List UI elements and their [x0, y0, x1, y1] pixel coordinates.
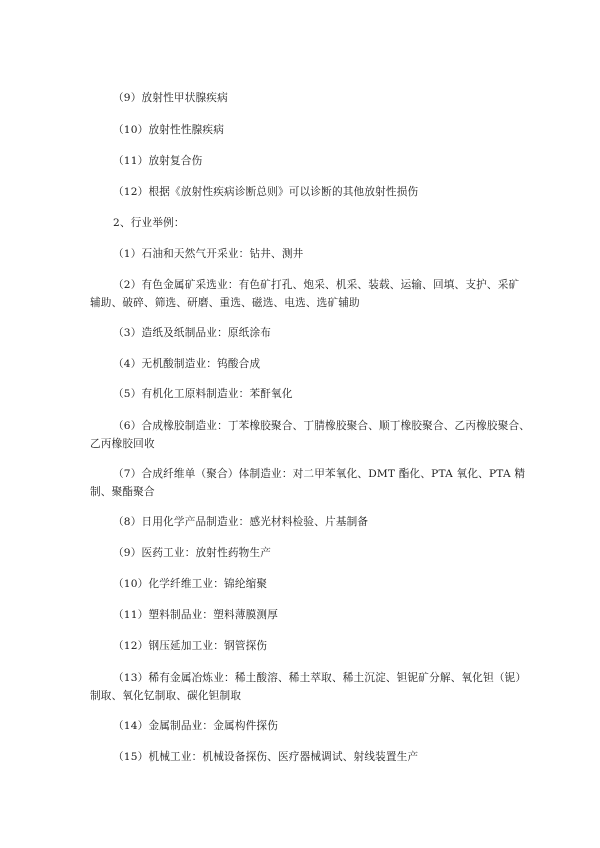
industry-item: （4）无机酸制造业：钨酸合成 — [113, 358, 261, 370]
industry-item: （11）塑料制品业：塑料薄膜测厚 — [113, 609, 278, 621]
disease-item: （10）放射性性腺疾病 — [113, 124, 225, 136]
industry-item-line1: （2）有色金属矿采选业：有色矿打孔、炮采、机采、装载、运输、回填、支护、采矿 — [113, 279, 520, 291]
industry-item-line1: （13）稀有金属冶炼业：稀土酸溶、稀土萃取、稀土沉淀、钽铌矿分解、氧化钽（铌） — [113, 672, 527, 684]
industry-item: （5）有机化工原料制造业：苯酐氧化 — [113, 388, 293, 400]
industry-item: （10）化学纤维工业：锦纶缩聚 — [113, 578, 268, 590]
industry-item: （1）石油和天然气开采业：钻井、测井 — [113, 248, 304, 260]
industry-item-line1: （7）合成纤维单（聚合）体制造业：对二甲苯氧化、DMT 酯化、PTA 氧化、PTA 精 — [113, 468, 526, 480]
industry-item: （15）机械工业：机械设备探伤、医疗器械调试、射线装置生产 — [113, 751, 419, 763]
disease-item: （9）放射性甲状腺疾病 — [113, 92, 228, 104]
industry-item-line2: 制取、氧化钇制取、碳化钽制取 — [90, 690, 242, 702]
disease-item: （12）根据《放射性疾病诊断总则》可以诊断的其他放射性损伤 — [113, 186, 419, 198]
section-heading: 2、行业举例： — [113, 217, 185, 229]
industry-item-line2: 乙丙橡胶回收 — [90, 438, 155, 450]
industry-item: （14）金属制品业：金属构件探伤 — [113, 720, 278, 732]
industry-item: （9）医药工业：放射性药物生产 — [113, 547, 272, 559]
industry-item: （8）日用化学产品制造业：感光材料检验、片基制备 — [113, 516, 369, 528]
industry-item-line2: 制、聚酯聚合 — [90, 486, 155, 498]
industry-item: （3）造纸及纸制品业：原纸涂布 — [113, 327, 272, 339]
industry-item-line1: （6）合成橡胶制造业：丁苯橡胶聚合、丁腈橡胶聚合、顺丁橡胶聚合、乙丙橡胶聚合、 — [113, 420, 531, 432]
disease-item: （11）放射复合伤 — [113, 155, 203, 167]
industry-item: （12）钢压延加工业：钢管探伤 — [113, 640, 268, 652]
industry-item-line2: 辅助、破碎、筛选、研磨、重选、磁选、电选、选矿辅助 — [90, 297, 360, 309]
